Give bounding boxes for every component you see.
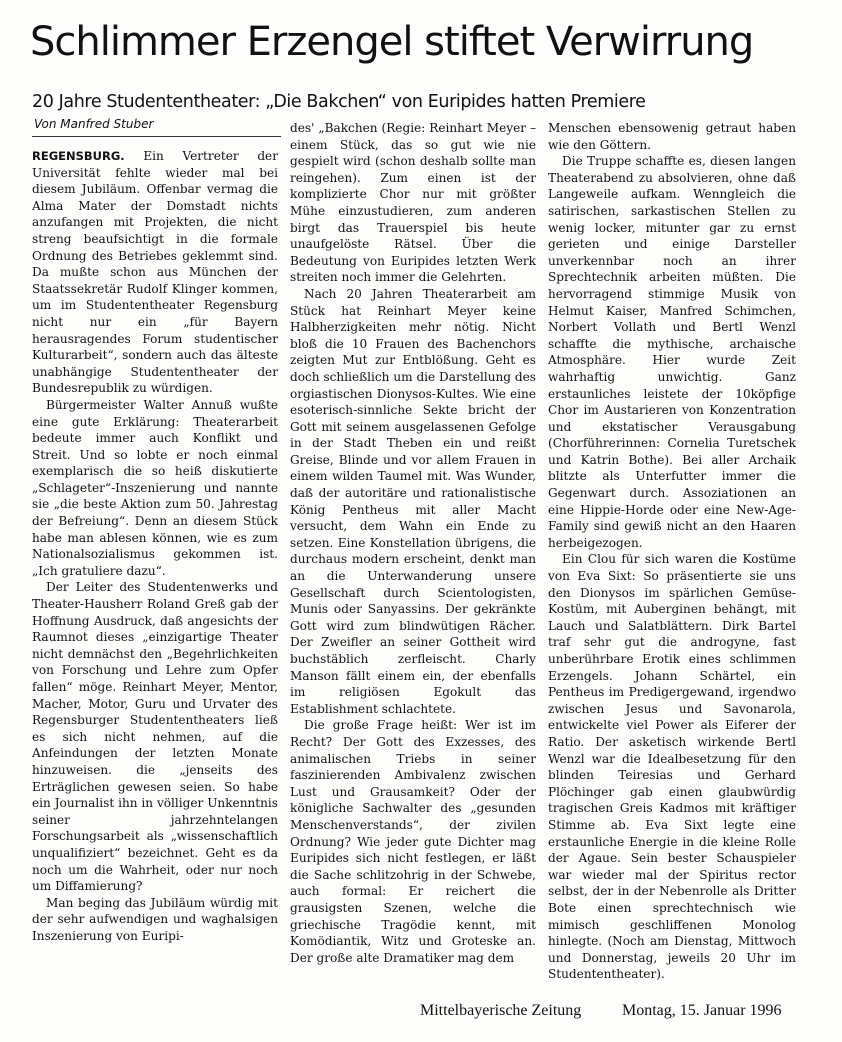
paragraph: Man beging das Jubiläum würdig mit der sehr aufwendigen und waghalsigen Inszenierung von Euripi- <box>32 895 278 943</box>
paragraph: Bürgermeister Walter Annuß wußte eine gute Erklärung: Theaterarbeit bedeute immer auch Konflikt und Streit. Und so lobte er noch einmal exemplarisch die so heiß diskutierte „Schlageter“-Inszenierung und nannte sie „die beste Aktion zum 50. Jahrestag der Befreiung“. Denn an diesem Stück habe man ablesen können, wie es zum Nationalsozialismus gekommen ist. „Ich gratuliere dazu“. <box>32 397 278 578</box>
paragraph-text: Ein Vertreter der Universität fehlte wieder mal bei diesem Jubiläum. Offenbar vermag die Alma Mater der Domstadt nichts anzufangen mit Projekten, die nicht streng beaufsichtigt in die formale Ordnung des Betriebes geklemmt sind. Da mußte schon aus München der Staatssekretär Rudolf Klinger kommen, um im Studententheater Regensburg nicht nur ein „für Bayern herausragendes Forum studentischer Kulturarbeit“, sondern auch das älteste unabhängige Studententheater der Bundesrepublik zu würdigen. <box>32 149 278 396</box>
dateline: REGENSBURG. <box>32 149 125 163</box>
article-column-1 <box>32 148 278 963</box>
publication-date: Montag, 15. Januar 1996 <box>622 1002 782 1019</box>
byline-rule <box>32 136 281 137</box>
article-column-3 <box>548 120 796 982</box>
subheadline: 20 Jahre Studententheater: „Die Bakchen“ von Euripides hatten Premiere <box>32 92 646 112</box>
paragraph: des' „Bakchen (Regie: Reinhart Meyer – einem Stück, das so gut wie nie gespielt wird (schon deshalb sollte man reingehen). Zum einen ist der komplizierte Chor nur mit größter Mühe einzustudieren, zum anderen birgt das Trauerspiel bis heute unaufgelöste Rätsel. Über die Bedeutung von Euripides letzten Werk streiten noch immer die Gelehrten. <box>290 121 536 285</box>
article-column-2 <box>290 120 536 965</box>
newspaper-name: Mittelbayerische Zeitung <box>420 1002 582 1019</box>
paragraph: Die große Frage heißt: Wer ist im Recht? Der Gott des Exzesses, des animalischen Triebs in seiner faszinierenden Ambivalenz zwischen Lust und Grausamkeit? Oder der königliche Sachwalter des „gesunden Menschenverstands“, der zivilen Ordnung? Wie jeder gute Dichter mag Euripides sich nicht festlegen, er läßt die Sache schlitzohrig in der Schwebe, auch formal: Er reichert die grausigsten Szenen, welche die griechische Tragödie kennt, mit Komödiantik, Witz und Groteske an. Der große alte Dramatiker mag dem <box>290 718 536 965</box>
paragraph: Der Leiter des Studentenwerks und Theater-Hausherr Roland Greß gab der Hoffnung Ausdruck, daß angesichts der Raumnot dieses „einzigartige Theater nicht demnächst den „Begehrlichkeiten von Forschung und Lehre zum Opfer fallen“ möge. Reinhart Meyer, Mentor, Macher, Motor, Guru und Urvater des Regensburger Studententheaters ließ es sich nicht nehmen, auf die Anfeindungen der letzten Monate hinzuweisen. die „jenseits des Erträglichen gewesen seien. So habe ein Journalist ihn in völliger Unkenntnis seiner jahrzehntelangen Forschungsarbeit als „wissenschaftlich unqualifiziert“ bezeichnet. Geht es da noch um die Wahrheit, oder nur noch um Diffamierung? <box>32 580 278 894</box>
byline: Von Manfred Stuber <box>34 117 154 131</box>
paragraph: Ein Clou für sich waren die Kostüme von Eva Sixt: So präsentierte sie uns den Dionysos im spärlichen Gemüse-Kostüm, mit Auberginen behängt, mit Lauch und Salatblättern. Dirk Bartel traf sehr gut die androgyne, fast unberührbare Erotik eines schlimmen Erzengels. Johann Schärtel, ein Pentheus im Predigergewand, irgendwo zwischen Jesus und Savonarola, entwickelte viel Power als Eiferer der Ratio. Der asketisch wirkende Bertl Wenzl war die Idealbesetzung für den blinden Teiresias und Gerhard Plöchinger gab einen glaubwürdig tragischen Greis Kadmos mit kräftiger Stimme ab. Eva Sixt legte eine erstaunliche Energie in die kleine Rolle der Agaue. Sein bester Schauspieler war wieder mal der Spiritus rector selbst, der in der Nebenrolle als Dritter Bote einen sprechtechnisch wie mimisch geschliffenen Monolog hinlegte. (Noch am Dienstag, Mittwoch und Donnerstag, jeweils 20 Uhr im Studententheater). <box>548 552 796 982</box>
paragraph: Menschen ebensowenig getraut haben wie den Göttern. <box>548 121 796 152</box>
paragraph: Die Truppe schaffte es, diesen langen Theaterabend zu absolvieren, ohne daß Langeweile aufkam. Wenngleich die satirischen, sarkastischen Stellen zu wenig locker, mitunter gar zu ernst gerieten und einige Darsteller unverkennbar noch an ihrer Sprechtechnik arbeiten müßten. Die hervorragend stimmige Musik von Helmut Kaiser, Manfred Schimchen, Norbert Vollath und Bertl Wenzl schaffte die mythische, archaische Atmosphäre. Hier wurde Zeit wahrhaftig unwichtig. Ganz erstaunliches leistete der 10köpfige Chor im Austarieren von Konzentration und ekstatischer Verausgabung (Chorführerinnen: Cornelia Turetschek und Katrin Bothe). Bei aller Archaik blitzte als Unterfutter immer die Gegenwart durch. Assoziationen an eine Hippie-Horde oder eine New-Age-Family sind gewiß nicht an den Haaren herbeigezogen. <box>548 154 796 550</box>
headline: Schlimmer Erzengel stiftet Verwirrung <box>30 19 754 65</box>
paragraph: Nach 20 Jahren Theaterarbeit am Stück hat Reinhart Meyer keine Halbherzigkeiten mehr nötig. Nicht bloß die 10 Frauen des Bachenchors zeigten Mut zur Entblößung. Geht es doch schließlich um die Darstellung des orgiastischen Dionysos-Kultes. Wie eine esoterisch-sinnliche Sekte bricht der Gott mit seinem ausgelassenen Gefolge in der Stadt Theben ein und reißt Greise, Blinde und vor allem Frauen in einem wilden Taumel mit. Was Wunder, daß der autoritäre und rationalistische König Pentheus mit aller Macht versucht, dem Wahn ein Ende zu setzen. Eine Konstellation übrigens, die durchaus modern erscheint, denkt man an die Unterwanderung unsere Gesellschaft durch Scientologisten, Munis oder Sanyassins. Der gekränkte Gott wird zum blindwütigen Rächer. Der Zweifler an seiner Gottheit wird buchstäblich zerfleischt. Charly Manson fällt einem ein, der ebenfalls im religiösen Egokult das Establishment schlachtete. <box>290 286 536 716</box>
paragraph <box>32 148 278 397</box>
